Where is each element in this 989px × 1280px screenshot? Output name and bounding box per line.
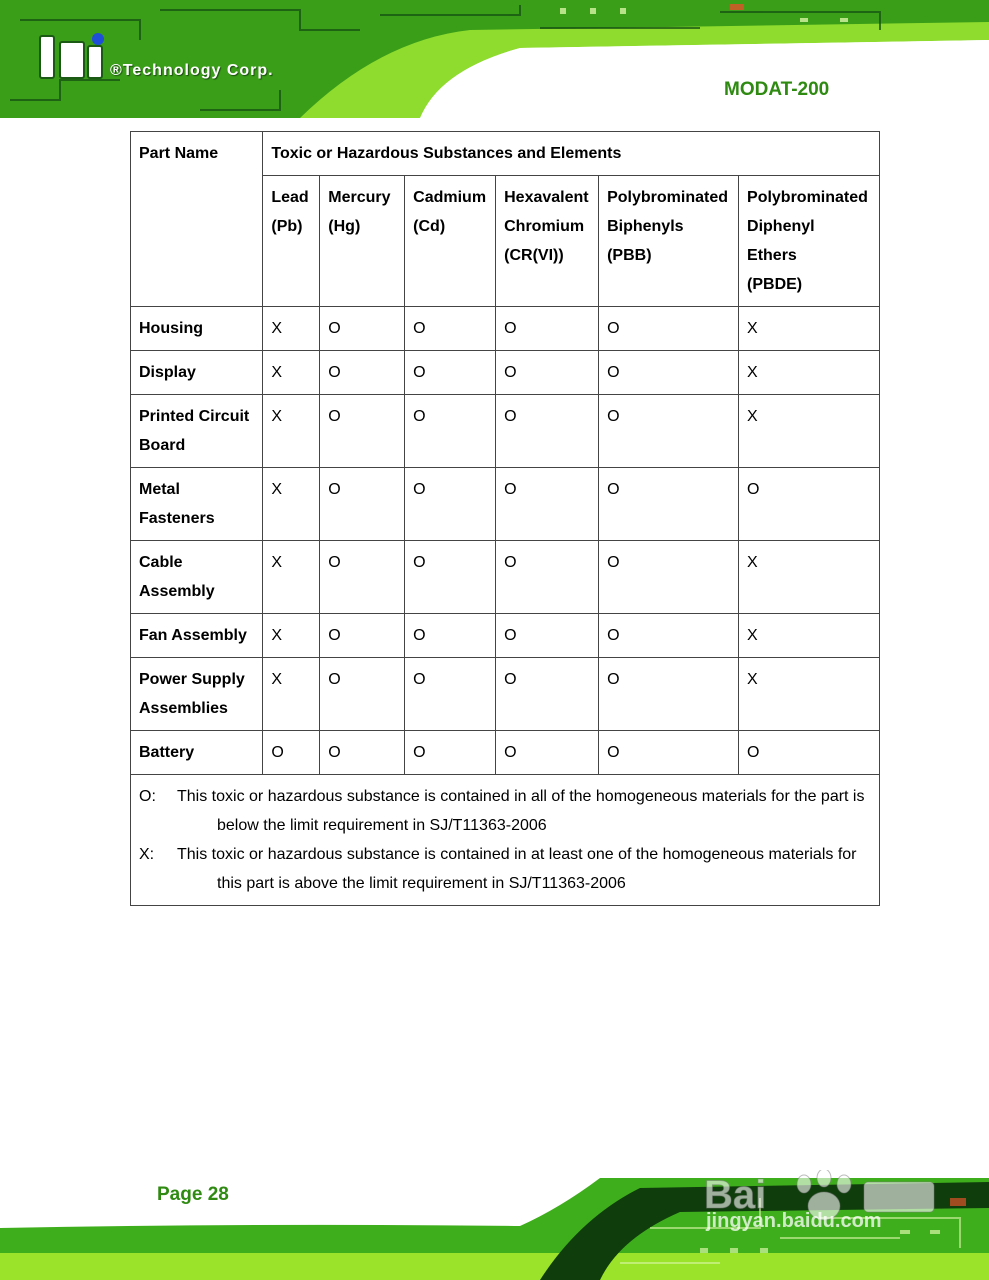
substance-value-cell: X — [739, 658, 880, 731]
column-header-line: (Hg) — [328, 218, 361, 235]
part-name-line: Metal — [139, 481, 180, 498]
column-header-line: Hexavalent — [504, 189, 589, 206]
svg-text:Bai: Bai — [704, 1173, 767, 1217]
substance-column-header — [599, 176, 739, 307]
substance-value-cell: O — [496, 541, 599, 614]
part-name-line: Cable — [139, 554, 183, 571]
hazardous-substances-table — [130, 131, 880, 906]
substance-value-cell: O — [405, 468, 496, 541]
substance-value-cell: O — [320, 307, 405, 351]
table-header-row — [131, 132, 880, 176]
part-name-line: Assemblies — [139, 700, 228, 717]
substance-value-cell: O — [599, 614, 739, 658]
legend-row — [131, 775, 880, 906]
substance-value-cell: O — [320, 351, 405, 395]
substance-column-header — [496, 176, 599, 307]
table-body — [131, 307, 880, 906]
substance-value-cell: X — [263, 468, 320, 541]
legend-key: O: — [139, 788, 156, 805]
substance-value-cell: O — [405, 658, 496, 731]
substance-value-cell: O — [320, 614, 405, 658]
part-name-header: Part Name — [131, 132, 263, 307]
part-name-line: Housing — [139, 320, 203, 337]
substance-value-cell: O — [405, 307, 496, 351]
substance-column-header — [405, 176, 496, 307]
column-header-line: Chromium — [504, 218, 585, 235]
substance-value-cell: O — [320, 395, 405, 468]
substance-value-cell: O — [599, 351, 739, 395]
substance-value-cell: X — [263, 658, 320, 731]
column-header-line: Polybrominated — [747, 189, 868, 206]
substance-value-cell: X — [739, 307, 880, 351]
substance-value-cell: O — [739, 731, 880, 775]
substance-value-cell: X — [263, 614, 320, 658]
part-name-line: Fasteners — [139, 510, 215, 527]
substance-value-cell: O — [320, 658, 405, 731]
substance-value-cell: O — [496, 395, 599, 468]
part-name-cell — [131, 307, 263, 351]
substance-value-cell: X — [263, 307, 320, 351]
substance-value-cell: X — [739, 614, 880, 658]
substances-header: Toxic or Hazardous Substances and Elements — [263, 132, 880, 176]
substance-value-cell: O — [599, 307, 739, 351]
table-row — [131, 614, 880, 658]
part-name-line: Printed Circuit — [139, 408, 250, 425]
legend-text-continuation: this part is above the limit requirement in SJ/T11363-2006 — [217, 875, 626, 892]
part-name-cell — [131, 614, 263, 658]
substance-value-cell: O — [263, 731, 320, 775]
substance-value-cell: O — [320, 541, 405, 614]
substance-value-cell: O — [405, 731, 496, 775]
watermark-url: jingyan.baidu.com — [706, 1210, 882, 1232]
substance-value-cell: O — [599, 731, 739, 775]
substance-value-cell: X — [739, 395, 880, 468]
substance-value-cell: O — [320, 468, 405, 541]
company-logo-text: ®Technology Corp. — [110, 62, 274, 79]
part-name-cell — [131, 395, 263, 468]
table-row — [131, 395, 880, 468]
legend-note — [139, 782, 871, 840]
substance-value-cell: O — [599, 541, 739, 614]
part-name-line: Display — [139, 364, 196, 381]
table-row — [131, 658, 880, 731]
table-row — [131, 351, 880, 395]
substance-column-header — [320, 176, 405, 307]
column-header-line: Lead — [271, 189, 309, 206]
part-name-line: Power Supply — [139, 671, 245, 688]
substance-value-cell: O — [496, 468, 599, 541]
column-header-line: Cadmium — [413, 189, 487, 206]
part-name-line: Assembly — [139, 583, 215, 600]
column-header-line: Diphenyl — [747, 218, 815, 235]
substance-value-cell: O — [405, 541, 496, 614]
table-row — [131, 731, 880, 775]
part-name-cell — [131, 658, 263, 731]
column-header-line: Biphenyls — [607, 218, 684, 235]
part-name-cell — [131, 468, 263, 541]
header-circuit-banner — [0, 0, 989, 118]
table-row — [131, 307, 880, 351]
part-name-line: Battery — [139, 744, 195, 761]
column-header-line: (PBDE) — [747, 276, 803, 293]
substance-value-cell: O — [496, 351, 599, 395]
column-header-line: (CR(VI)) — [504, 247, 564, 264]
substance-column-header — [263, 176, 320, 307]
substance-value-cell: O — [405, 395, 496, 468]
legend-text: This toxic or hazardous substance is contained in all of the homogeneous materials for the part is — [177, 788, 865, 805]
column-header-line: (Pb) — [271, 218, 303, 235]
legend-text: This toxic or hazardous substance is contained in at least one of the homogeneous materials for — [177, 846, 857, 863]
column-header-line: (PBB) — [607, 247, 652, 264]
part-name-cell — [131, 541, 263, 614]
substance-value-cell: X — [739, 541, 880, 614]
legend-note — [139, 840, 871, 898]
substance-value-cell: O — [405, 351, 496, 395]
substance-value-cell: X — [263, 395, 320, 468]
legend-key: X: — [139, 846, 155, 863]
column-header-line: Ethers — [747, 247, 797, 264]
substance-value-cell: O — [496, 658, 599, 731]
substance-value-cell: X — [263, 351, 320, 395]
substance-value-cell: O — [739, 468, 880, 541]
substance-value-cell: O — [405, 614, 496, 658]
table-row — [131, 468, 880, 541]
table-row — [131, 541, 880, 614]
document-title: MODAT-200 — [724, 79, 830, 100]
legend-text-continuation: below the limit requirement in SJ/T11363-2006 — [217, 817, 547, 834]
part-name-line: Fan Assembly — [139, 627, 247, 644]
substance-value-cell: O — [496, 614, 599, 658]
substance-value-cell: X — [263, 541, 320, 614]
substance-value-cell: O — [496, 731, 599, 775]
column-header-line: Polybrominated — [607, 189, 728, 206]
substance-value-cell: O — [320, 731, 405, 775]
substance-value-cell: O — [599, 468, 739, 541]
page-number: Page 28 — [157, 1184, 229, 1205]
column-header-line: (Cd) — [413, 218, 446, 235]
substance-value-cell: O — [496, 307, 599, 351]
legend-cell — [131, 775, 880, 906]
part-name-cell — [131, 351, 263, 395]
substance-value-cell: O — [599, 395, 739, 468]
substance-value-cell: X — [739, 351, 880, 395]
part-name-line: Board — [139, 437, 186, 454]
column-header-line: Mercury — [328, 189, 391, 206]
part-name-cell — [131, 731, 263, 775]
substance-value-cell: O — [599, 658, 739, 731]
substance-column-header — [739, 176, 880, 307]
